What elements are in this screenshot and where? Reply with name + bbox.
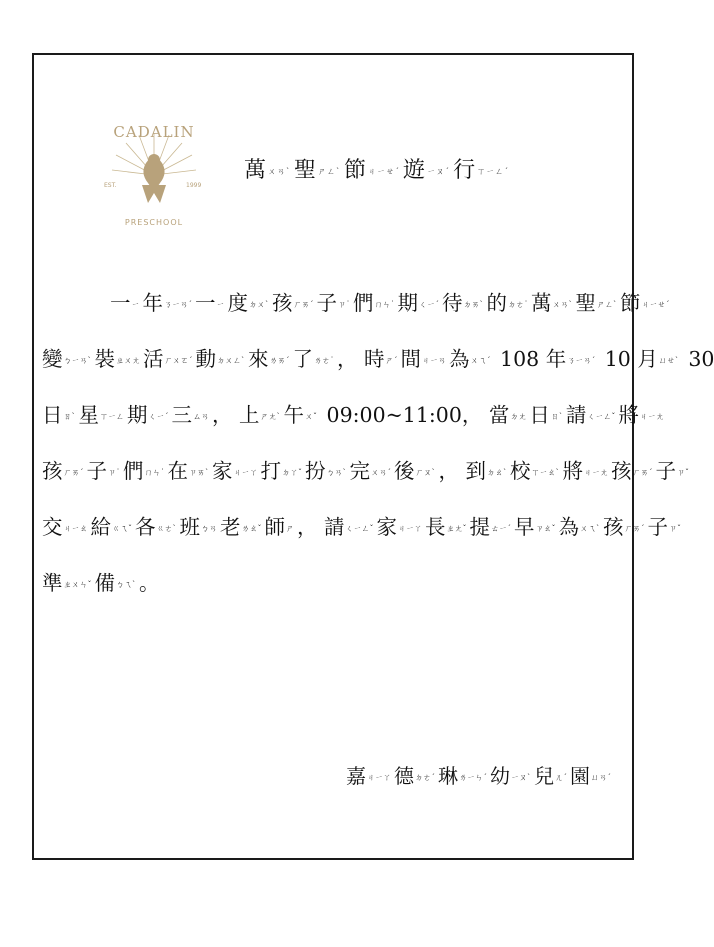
- body-line: 準ㄓㄨㄣˇ 備ㄅㄟˋ 。: [42, 571, 160, 595]
- signature: 嘉ㄐㄧㄚ 德ㄉㄜˊ 琳ㄌㄧㄣˊ 幼ㄧㄡˋ 兒ㄦˊ 園ㄩㄢˊ: [346, 764, 611, 788]
- logo-tagline: PRESCHOOL: [124, 218, 184, 227]
- body-line: 日ㄖˋ 星ㄒㄧㄥ 期ㄑㄧˊ 三ㄙㄢ ， 上ㄕㄤˋ 午ㄨˇ 09:00~11:00， 當ㄉㄤ 日ㄖˋ 請ㄑㄧㄥˇ 將ㄐㄧㄤ: [42, 403, 664, 427]
- body-line: 一ㄧ 年ㄋㄧㄢˊ 一ㄧ 度ㄉㄨˋ 孩ㄏㄞˊ 子ㄗ˙ 們ㄇㄣ˙ 期ㄑㄧˊ 待ㄉㄞˋ 的ㄉㄜ˙ 萬ㄨㄢˋ 聖ㄕㄥˋ 節ㄐㄧㄝˊ: [110, 291, 670, 315]
- document-frame: [32, 53, 714, 860]
- body-line: 變ㄅㄧㄢˋ 裝ㄓㄨㄤ 活ㄏㄨㄛˊ 動ㄉㄨㄥˋ 來ㄌㄞˊ 了ㄌㄜ˙ ， 時ㄕˊ 間ㄐㄧㄢ 為ㄨㄟˊ 108 年ㄋㄧㄢˊ 10 月ㄩㄝˋ 30: [42, 347, 714, 371]
- body-line: 孩ㄏㄞˊ 子ㄗ˙ 們ㄇㄣ˙ 在ㄗㄞˋ 家ㄐㄧㄚ 打ㄉㄚˇ 扮ㄅㄢˋ 完ㄨㄢˊ 後ㄏㄡˋ ， 到ㄉㄠˋ 校ㄒㄧㄠˋ 將ㄐㄧㄤ 孩ㄏㄞˊ 子ㄗˇ: [42, 459, 690, 483]
- logo-year: 1999: [186, 182, 202, 189]
- page-title: 萬ㄨㄢˋ 聖ㄕㄥˋ 節ㄐㄧㄝˊ 遊ㄧㄡˊ 行ㄒㄧㄥˊ: [244, 158, 510, 183]
- logo-est: EST.: [104, 182, 117, 189]
- body-line: 交ㄐㄧㄠ 給ㄍㄟˇ 各ㄍㄜˋ 班ㄅㄢ 老ㄌㄠˇ 師ㄕ ， 請ㄑㄧㄥˇ 家ㄐㄧㄚ 長ㄓㄤˇ 提ㄊㄧˊ 早ㄗㄠˇ 為ㄨㄟˋ 孩ㄏㄞˊ 子ㄗˇ: [42, 515, 682, 539]
- school-logo: [94, 115, 214, 235]
- logo-name: CADALIN: [113, 123, 195, 141]
- notice-body: [42, 275, 714, 611]
